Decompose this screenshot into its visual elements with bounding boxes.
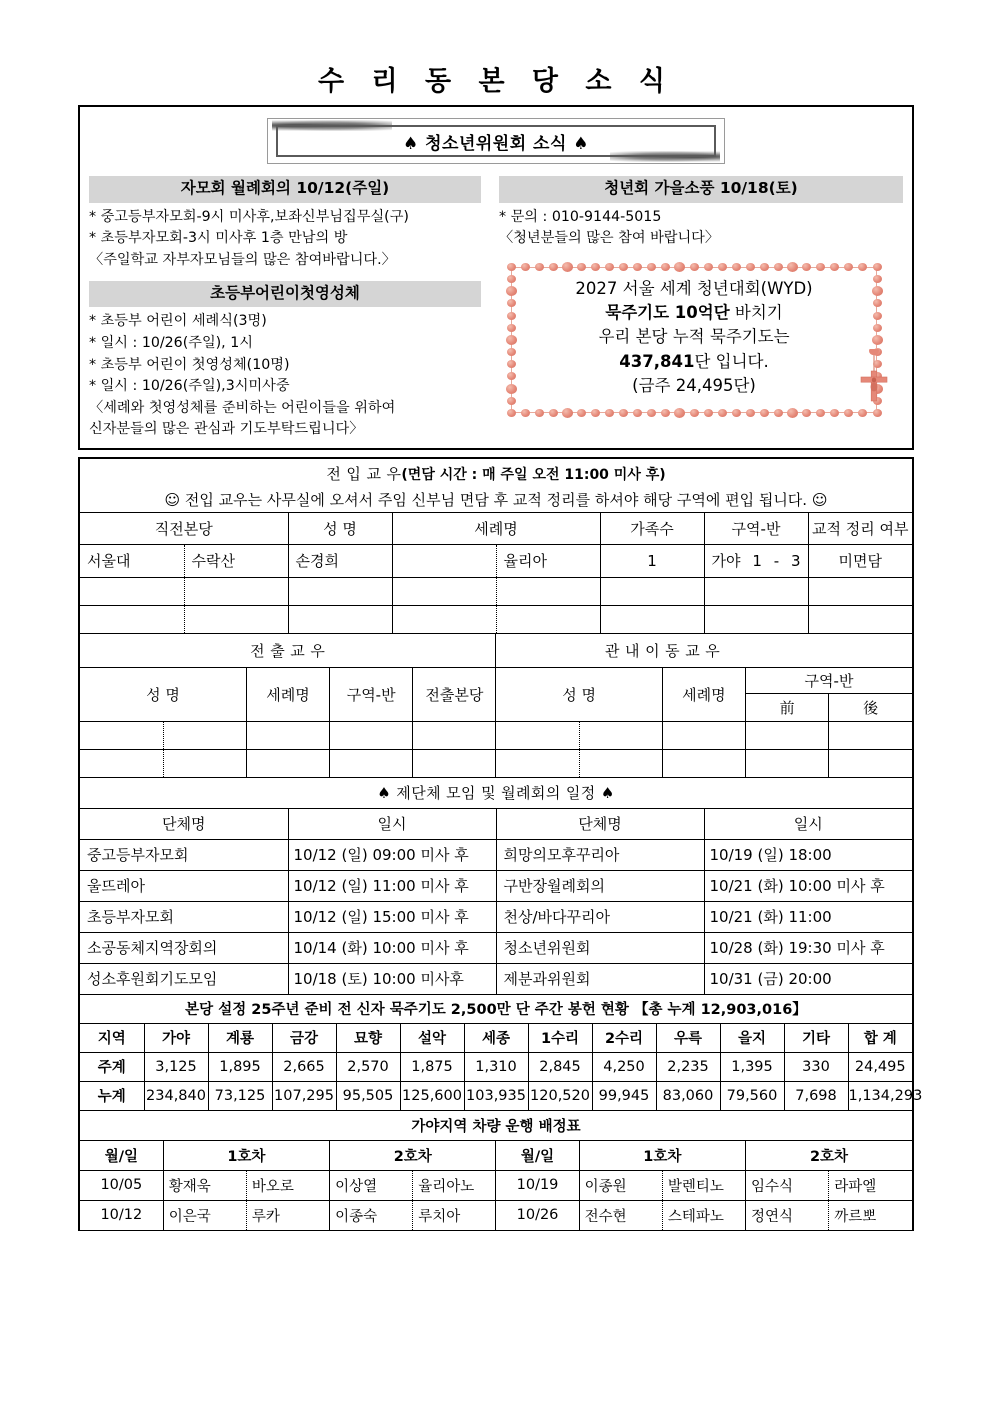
cell-empty [330,749,413,777]
cell-value: 95,505 [336,1081,400,1110]
cell-group-name [496,839,704,870]
table-header-row [80,1023,912,1052]
cell-date: 10/19 [496,1170,579,1200]
cell-driver-name-text: 이종숙 [335,1208,378,1225]
cell-empty [746,749,829,777]
cell-driver-baptismal [246,1170,329,1200]
cell-group-name [496,932,704,963]
rosary-stats-table [80,994,923,1111]
banner-smudge-top-left-icon [272,120,392,131]
cell-driver-name [330,1170,413,1200]
cell-empty [413,721,496,749]
group-schedule-title: ♠ 제단체 모임 및 월례회의 일정 ♠ [80,777,912,808]
cell-driver-name-text: 임수식 [751,1178,794,1195]
cell-group-name-text: 성소후원회기도모임 [87,970,218,988]
table-row [80,1052,912,1081]
col-header-category: 2수리 [592,1023,656,1052]
cell-driver-name-text: 전수현 [584,1208,627,1225]
col-header-category: 1수리 [528,1023,592,1052]
table-row [80,577,912,605]
cell-value: 103,935 [464,1081,528,1110]
col-header-out-baptismal: 세례명 [246,667,329,721]
cell-group-name-text: 초등부자모회 [87,908,174,926]
cell-value: 2,665 [272,1052,336,1081]
col-header-category: 세종 [464,1023,528,1052]
cell-empty [246,721,329,749]
cell-group-name [496,901,704,932]
cell-value: 120,520 [528,1081,592,1110]
cell-empty [184,605,288,633]
cell-parish-b [184,544,288,577]
col-header-family: 가족수 [600,512,704,544]
cell-empty [496,577,600,605]
incoming-title-sub: (면담 시간 : 매 주일 오전 11:00 미사 후) [401,466,666,483]
cell-empty [829,721,912,749]
cell-empty [80,721,163,749]
cell-name-text: 손경희 [295,552,339,570]
cell-group-date: 10/28 (화) 19:30 미사 후 [704,932,912,963]
cell-empty [184,577,288,605]
cell-value: 2,570 [336,1052,400,1081]
rosary-line-4-rest: 단 입니다. [694,351,769,371]
col-header-status: 교적 정리 여부 [808,512,912,544]
news-line: 〈세례와 첫영성체를 준비하는 어린이들을 위하여 [89,399,396,416]
cell-group-name-text: 희망의모후꾸리아 [503,846,620,864]
table-row [80,870,912,901]
table-row [80,901,912,932]
banner-wrap [89,118,903,164]
cell-group-name-text: 제분과위원회 [503,970,591,988]
cell-driver-name-text: 이상열 [335,1178,378,1195]
cell-group-name-text: 중고등부자모회 [87,846,189,864]
table-header-row [80,777,912,808]
banner-smudge-bottom-right-icon [610,151,720,162]
cell-empty [600,605,704,633]
cell-empty [163,721,246,749]
col-header-category: 을지 [720,1023,784,1052]
cell-driver-name [163,1170,246,1200]
news-columns [89,176,903,441]
cell-group-name [80,839,288,870]
news-line: * 초등부 어린이 세례식(3명) [89,313,267,330]
cell-group-name-text: 구반장월례회의 [503,877,605,895]
cell-baptismal [496,544,600,577]
cell-group-date: 10/12 (일) 11:00 미사 후 [288,870,496,901]
news-line: * 초등부 어린이 첫영성체(10명) [89,356,290,373]
cell-driver-name [163,1200,246,1230]
cell-value: 2,235 [656,1052,720,1081]
cell-value: 83,060 [656,1081,720,1110]
table-row [80,1170,912,1200]
col-header-district: 구역-반 [704,512,808,544]
news-banner [267,118,725,164]
cell-driver-baptismal-text: 까르뽀 [834,1208,877,1225]
cell-district [704,544,808,577]
cell-name [288,544,392,577]
news-column-right [499,176,903,441]
cell-driver-name-text: 황재욱 [168,1178,211,1195]
table-row [80,839,912,870]
table-header-row [80,1140,912,1170]
cell-parish-b-text: 수락산 [191,552,235,570]
cell-driver-baptismal-text: 스테파노 [667,1208,724,1225]
cell-value: 99,945 [592,1081,656,1110]
vehicle-schedule-table [80,1110,912,1231]
col-header-category: 설악 [400,1023,464,1052]
news-column-left [89,176,481,441]
table-row [80,721,912,749]
cell-empty [662,721,745,749]
cell-value: 125,600 [400,1081,464,1110]
cell-group-name [496,870,704,901]
cell-empty [392,577,496,605]
cell-driver-name [330,1200,413,1230]
cell-empty [496,749,579,777]
cell-group-name-text: 울뜨레아 [87,877,145,895]
table-header-row [80,808,912,839]
cell-value: 330 [784,1052,848,1081]
cell-empty [746,721,829,749]
cell-group-date: 10/21 (화) 11:00 [704,901,912,932]
cell-value: 2,845 [528,1052,592,1081]
incoming-members-table [80,459,912,634]
cell-group-name-text: 청소년위원회 [503,939,591,957]
cell-group-date: 10/14 (화) 10:00 미사 후 [288,932,496,963]
cell-value: 1,310 [464,1052,528,1081]
cell-driver-baptismal-text: 발렌티노 [667,1178,724,1195]
news-line: * 일시 : 10/26(주일), 1시 [89,334,253,351]
cell-group-name-text: 천상/바다꾸리아 [503,908,610,926]
cell-group-date: 10/12 (일) 15:00 미사 후 [288,901,496,932]
cell-group-date: 10/12 (일) 09:00 미사 후 [288,839,496,870]
cell-value: 107,295 [272,1081,336,1110]
col-header-mv-baptismal: 세례명 [662,667,745,721]
col-header-name: 성 명 [288,512,392,544]
cell-group-date: 10/18 (토) 10:00 미사후 [288,963,496,994]
table-row [80,932,912,963]
row-label-weekly: 주계 [80,1052,144,1081]
cell-driver-baptismal [662,1200,745,1230]
col-header-mv-after: 後 [829,693,912,721]
cell-empty [330,721,413,749]
stats-title: 본당 설정 25주년 준비 전 신자 묵주기도 2,500만 단 주간 봉헌 현황 【총 누계 12,903,016】 [80,994,912,1023]
cell-parish-a-text: 서울대 [87,552,131,570]
cell-empty [704,605,808,633]
rosary-line-1: 2027 서울 세계 청년대회(WYD) [575,278,813,298]
cell-driver-name-text: 이은국 [168,1208,211,1225]
col-header-date-right: 월/일 [496,1140,579,1170]
cell-group-date: 10/31 (금) 20:00 [704,963,912,994]
cell-empty [496,605,600,633]
tables-box [78,457,923,1231]
rosary-line-2 [521,301,867,325]
cell-empty [80,577,184,605]
table-row [80,1081,912,1110]
cell-value: 3,125 [144,1052,208,1081]
col-header-out-district: 구역-반 [330,667,413,721]
table-header-row [80,1110,912,1140]
col-header-out-name: 성 명 [80,667,246,721]
news-line: * 일시 : 10/26(주일),3시미사중 [89,378,290,395]
news-line: 〈청년분들의 많은 참여 바랍니다〉 [499,230,720,247]
cell-driver-baptismal [662,1170,745,1200]
table-row [80,1200,912,1230]
col-header-category: 가야 [144,1023,208,1052]
cell-value: 4,250 [592,1052,656,1081]
incoming-title: 전 입 교 우 [326,464,402,483]
col-header-category: 기타 [784,1023,848,1052]
cell-baptismal-text: 율리아 [503,552,547,570]
cell-value: 1,875 [400,1052,464,1081]
cell-value: 1,395 [720,1052,784,1081]
cell-empty [246,749,329,777]
cell-group-date: 10/21 (화) 10:00 미사 후 [704,870,912,901]
table-row [80,487,912,512]
cell-value: 73,125 [208,1081,272,1110]
news-line: * 문의 : 010-9144-5015 [499,208,662,225]
cell-driver-baptismal-text: 루치아 [418,1208,461,1225]
outgoing-members-table [80,633,912,778]
cell-driver-name [746,1200,829,1230]
cell-driver-name-text: 정연식 [751,1208,794,1225]
cell-group-name-text: 소공동체지역장회의 [87,939,218,957]
cell-empty [496,721,579,749]
internal-move-title: 관 내 이 동 교 우 [496,633,829,667]
col-header-mv-before: 前 [746,693,829,721]
cell-empty [808,605,912,633]
cell-value: 79,560 [720,1081,784,1110]
cell-group-date: 10/19 (일) 18:00 [704,839,912,870]
col-header-category: 묘향 [336,1023,400,1052]
cell-total: 24,495 [848,1052,912,1081]
incoming-title-cell [80,459,912,487]
cell-empty [288,577,392,605]
col-header-category: 금강 [272,1023,336,1052]
col-header-car1-right: 1호차 [579,1140,745,1170]
rosary-text [521,277,867,398]
cell-driver-baptismal [829,1170,912,1200]
col-header-date-1: 일시 [288,808,496,839]
cell-driver-name [579,1200,662,1230]
banner-title: ♠ 청소년위원회 소식 ♠ [402,133,590,154]
cell-status: 미면담 [808,544,912,577]
cell-total: 1,134,293 [848,1081,912,1110]
cell-driver-baptismal [413,1200,496,1230]
cell-driver-baptismal [829,1200,912,1230]
cell-driver-baptismal-text: 바오로 [251,1178,294,1195]
news-line: * 중고등부자모회-9시 미사후,보좌신부님집무실(구) [89,208,409,225]
cell-group-name [80,963,288,994]
cell-empty [704,577,808,605]
table-row [80,459,912,487]
cell-date: 10/12 [80,1200,163,1230]
youth-committee-news-box [78,105,914,450]
col-header-car2-left: 2호차 [330,1140,496,1170]
rosary-line-4 [521,350,867,374]
rosary-prayer-box [499,261,903,421]
cell-driver-baptismal [413,1170,496,1200]
col-header-car1-left: 1호차 [163,1140,329,1170]
col-header-category: 계룡 [208,1023,272,1052]
cell-value: 7,698 [784,1081,848,1110]
col-header-car2-right: 2호차 [746,1140,913,1170]
cell-empty [163,749,246,777]
col-header-mv-name: 성 명 [496,667,662,721]
col-header-region: 지역 [80,1023,144,1052]
cell-empty [808,577,912,605]
cell-driver-name [746,1170,829,1200]
table-row [80,749,912,777]
rosary-line-2-rest: 바치기 [729,303,783,323]
table-row [80,605,912,633]
table-header-row [80,633,912,667]
cell-empty [579,721,662,749]
cell-empty [288,605,392,633]
table-header-row [80,667,912,693]
cell-driver-name [579,1170,662,1200]
col-header-group-2: 단체명 [496,808,704,839]
rosary-line-3: 우리 본당 누적 묵주기도는 [598,327,790,347]
cell-value: 1,895 [208,1052,272,1081]
col-header-date-2: 일시 [704,808,912,839]
mothers-meeting-header: 자모회 월례회의 10/12(주일) [89,176,481,203]
cell-driver-baptismal [246,1200,329,1230]
cell-date: 10/05 [80,1170,163,1200]
cell-driver-baptismal-text: 라파엘 [834,1178,877,1195]
news-line: * 초등부자모회-3시 미사후 1층 만남의 방 [89,230,348,247]
cell-family: 1 [600,544,704,577]
cell-district-text: 가야 1 - 3 [711,552,801,570]
cell-group-name [80,870,288,901]
col-header-group-1: 단체명 [80,808,288,839]
cell-empty [392,605,496,633]
rosary-line-4-bold: 437,841 [619,351,695,371]
col-header-total: 합 계 [848,1023,912,1052]
cell-driver-baptismal-text: 율리아노 [418,1178,475,1195]
col-header-category: 우륵 [656,1023,720,1052]
rosary-line-2-bold: 묵주기도 10억단 [605,303,730,323]
cell-empty [80,749,163,777]
cell-empty [413,749,496,777]
cell-empty [80,605,184,633]
vehicle-title: 가야지역 차량 운행 배정표 [80,1110,912,1140]
row-label-cumulative: 누계 [80,1081,144,1110]
cell-value: 234,840 [144,1081,208,1110]
col-header-baptismal: 세례명 [392,512,600,544]
youth-picnic-header: 청년회 가을소풍 10/18(토) [499,176,903,203]
page-title: 수 리 동 본 당 소 식 [318,66,674,97]
cell-driver-name-text: 이종원 [584,1178,627,1195]
cell-empty [829,749,912,777]
group-schedule-table [80,777,912,995]
table-row [80,963,912,994]
table-header-row [80,512,912,544]
cell-group-name [496,963,704,994]
cell-empty [662,749,745,777]
incoming-note: ☺ 전입 교우는 사무실에 오셔서 주임 신부님 면담 후 교적 정리를 하셔야 해당 구역에 편입 됩니다. ☺ [80,487,912,512]
first-communion-header: 초등부어린이첫영성체 [89,281,481,308]
rosary-line-5: (금주 24,495단) [632,375,756,395]
cell-driver-baptismal-text: 루카 [251,1208,280,1225]
cell-baptismal-pad [392,544,496,577]
cell-group-name [80,901,288,932]
news-line: 신자분들의 많은 관심과 기도부탁드립니다〉 [89,421,364,438]
outgoing-title: 전 출 교 우 [80,633,496,667]
col-header-out-parish: 전출본당 [413,667,496,721]
cell-date: 10/26 [496,1200,579,1230]
news-line: 〈주일학교 자부자모님들의 많은 참여바랍니다.〉 [89,251,396,268]
cell-group-name [80,932,288,963]
col-header-mv-district: 구역-반 [746,667,913,693]
cell-empty [579,749,662,777]
cell-parish-a [80,544,184,577]
col-header-date-left: 월/일 [80,1140,163,1170]
cell-empty [600,577,704,605]
table-row [80,544,912,577]
table-header-row [80,994,912,1023]
col-header-parish: 직전본당 [80,512,288,544]
